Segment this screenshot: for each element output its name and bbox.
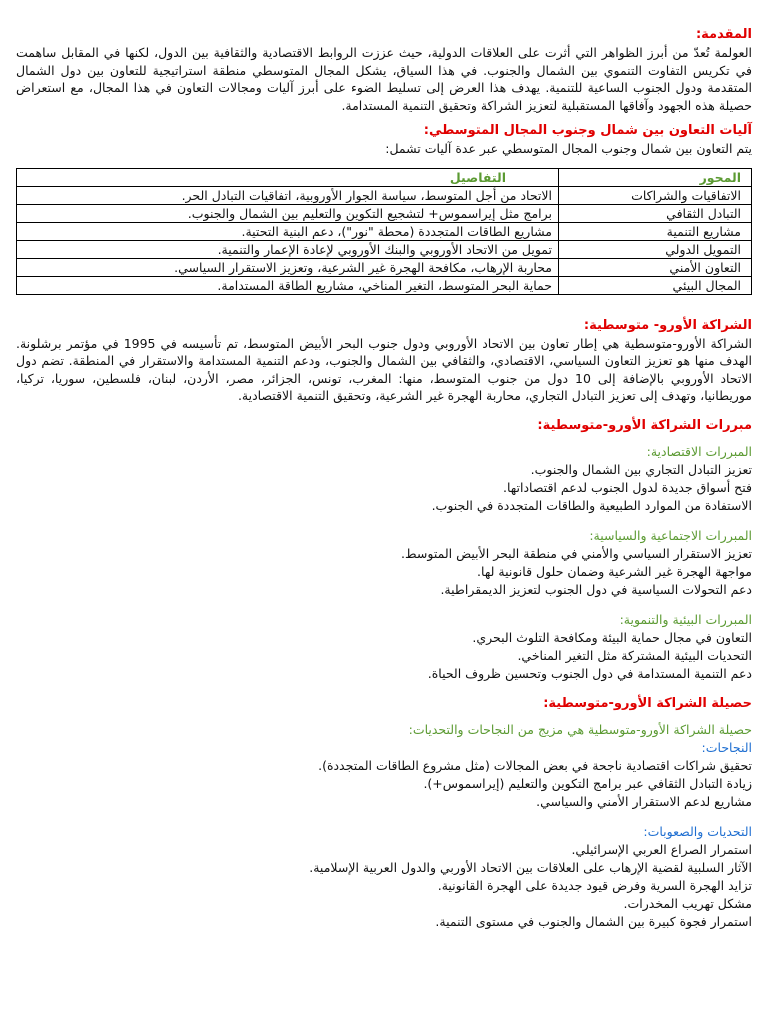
list-item: زيادة التبادل الثقافي عبر برامج التكوين والتعليم (إيراسموس+). [423, 775, 752, 791]
intro-heading: المقدمة: [695, 27, 752, 42]
table-row [17, 186, 752, 204]
mechanisms-intro: يتم التعاون بين شمال وجنوب المجال المتوسطي عبر عدة آليات تشمل: [385, 141, 752, 156]
challenges-title: التحديات والصعوبات: [643, 823, 752, 839]
intro-paragraph: العولمة تُعدّ من أبرز الظواهر التي أثرت على العلاقات الدولية، حيث عززت الروابط الاقتصادية والثقافية بين الدول، لكنها في المقابل ساهمت في تكريس التفاوت التنموي بين الشمال والجنوب. في هذا السياق، يشكل المجال المتوسطي منطقة استراتيجية للتعاون بين دول الشمال المتقدمة ودول الجنوب الساعية للتنمية. يهدف هذا العرض إلى تسليط الضوء على أبرز آليات ومجالات التعاون في هذا المجال، مع استعراض حصيلة هذه الجهود وآفاقها المستقبلية لتعزيز الشراكة وتحقيق التنمية المستدامة. [16, 45, 752, 113]
table-cell-axis: التمويل الدولي [559, 240, 752, 258]
social-political-justifications [16, 527, 752, 599]
list-item: الاستفادة من الموارد الطبيعية والطاقات المتجددة في الجنوب. [431, 497, 752, 513]
list-item: تعزيز الاستقرار السياسي والأمني في منطقة البحر الأبيض المتوسط. [401, 545, 752, 561]
outcome-intro: حصيلة الشراكة الأورو-متوسطية هي مزيج من النجاحات والتحديات: [408, 721, 752, 737]
table-row [17, 222, 752, 240]
list-item: تحقيق شراكات اقتصادية ناجحة في بعض المجالات (مثل مشروع الطاقات المتجددة). [318, 757, 752, 773]
economic-justifications [16, 443, 752, 515]
list-item: مشاريع لدعم الاستقرار الأمني والسياسي. [536, 793, 752, 809]
list-item: مشكل تهريب المخدرات. [623, 895, 752, 911]
table-cell-axis: المجال البيئي [559, 276, 752, 294]
list-item: استمرار فجوة كبيرة بين الشمال والجنوب في مستوى التنمية. [435, 913, 752, 929]
table-row [17, 276, 752, 294]
list-item: دعم التنمية المستدامة في دول الجنوب وتحسين ظروف الحياة. [427, 665, 752, 681]
social-political-title: المبررات الاجتماعية والسياسية: [589, 527, 752, 543]
table-cell-details: حماية البحر المتوسط، التغير المناخي، مشاريع الطاقة المستدامة. [17, 276, 559, 294]
table-header-axis: المحور [559, 168, 752, 186]
list-item: التحديات البيئية المشتركة مثل التغير المناخي. [517, 647, 752, 663]
economic-title: المبررات الاقتصادية: [646, 443, 752, 459]
environmental-justifications [16, 611, 752, 683]
list-item: مواجهة الهجرة غير الشرعية وضمان حلول قانونية لها. [477, 563, 752, 579]
table-cell-axis: التعاون الأمني [559, 258, 752, 276]
table-row [17, 204, 752, 222]
list-item: تزايد الهجرة السرية وفرض قيود جديدة على الهجرة القانونية. [437, 877, 752, 893]
partnership-paragraph: الشراكة الأورو-متوسطية هي إطار تعاون بين الاتحاد الأوروبي ودول جنوب البحر الأبيض المتوسط، تم تأسيسه في 1995 في مؤتمر برشلونة. الهدف منها هو تعزيز التعاون السياسي، الاقتصادي، والثقافي بين الشمال والجنوب، ودعم التنمية المستدامة والاستقرار في المنطقة. تضم دول الاتحاد الأوروبي بالإضافة إلى 10 دول من جنوب المتوسط، منها: المغرب، تونس، الجزائر، مصر، الأردن، لبنان، فلسطين، سوريا، تركيا، موريطانيا، وتهدف إلى تعزيز التبادل التجاري، محاربة الهجرة غير الشرعية، وتحقيق التنمية الاقتصادية. [16, 335, 752, 403]
mechanisms-heading: آليات التعاون بين شمال وجنوب المجال المتوسطي: [423, 123, 752, 138]
environmental-title: المبررات البيئية والتنموية: [619, 611, 752, 627]
mechanisms-table [16, 168, 752, 295]
outcome-heading: حصيلة الشراكة الأورو-متوسطية: [543, 695, 752, 711]
table-cell-details: تمويل من الاتحاد الأوروبي والبنك الأوروبي لإعادة الإعمار والتنمية. [17, 240, 559, 258]
list-item: دعم التحولات السياسية في دول الجنوب لتعزيز الديمقراطية. [440, 581, 752, 597]
list-item: الآثار السلبية لقضية الإرهاب على العلاقات بين الاتحاد الأوربي والدول العربية الإسلامية. [309, 859, 752, 875]
list-item: فتح أسواق جديدة لدول الجنوب لدعم اقتصاداتها. [502, 479, 752, 495]
successes-title: النجاحات: [701, 739, 752, 755]
list-item: التعاون في مجال حماية البيئة ومكافحة التلوث البحري. [472, 629, 752, 645]
table-cell-details: برامج مثل إيراسموس+ لتشجيع التكوين والتعليم بين الشمال والجنوب. [17, 204, 559, 222]
table-cell-details: محاربة الإرهاب، مكافحة الهجرة غير الشرعية، وتعزيز الاستقرار السياسي. [17, 258, 559, 276]
table-header-row [17, 168, 752, 186]
partnership-heading: الشراكة الأورو- متوسطية: [583, 317, 752, 333]
table-header-details: التفاصيل [17, 168, 559, 186]
table-cell-details: مشاريع الطاقات المتجددة (محطة "نور")، دعم البنية التحتية. [17, 222, 559, 240]
table-cell-axis: التبادل الثقافي [559, 204, 752, 222]
outcome-challenges [16, 823, 752, 931]
table-row [17, 258, 752, 276]
list-item: تعزيز التبادل التجاري بين الشمال والجنوب. [530, 461, 752, 477]
table-row [17, 240, 752, 258]
table-cell-axis: الاتفاقيات والشراكات [559, 186, 752, 204]
table-cell-axis: مشاريع التنمية [559, 222, 752, 240]
outcome-successes [16, 721, 752, 811]
table-cell-details: الاتحاد من أجل المتوسط، سياسة الجوار الأوروبية، اتفاقيات التبادل الحر. [17, 186, 559, 204]
justifications-heading: مبررات الشراكة الأورو-متوسطية: [537, 417, 752, 433]
list-item: استمرار الصراع العربي الإسرائيلي. [571, 841, 752, 857]
